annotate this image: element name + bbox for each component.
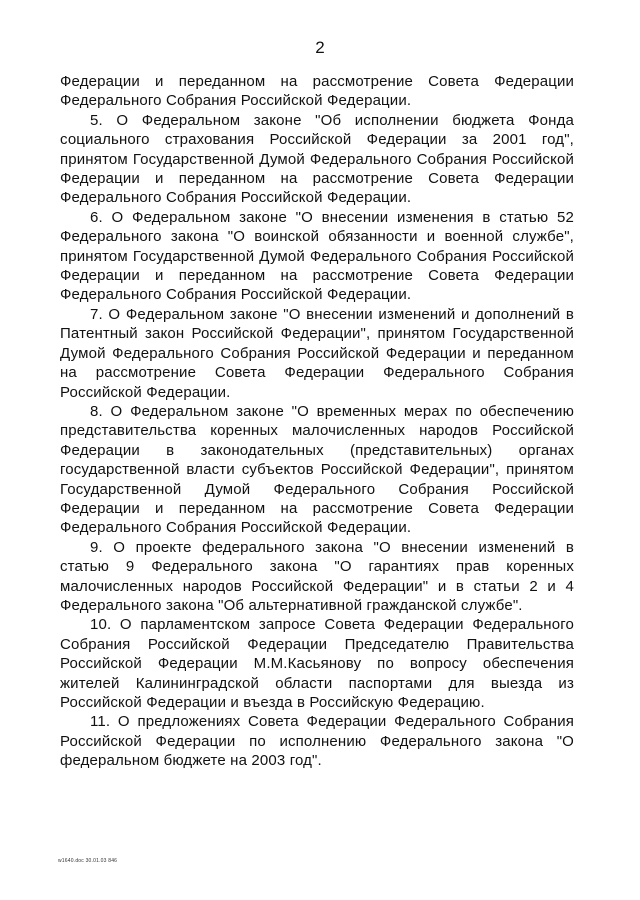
agenda-item-9: 9. О проекте федерального закона "О внесении изменений в статью 9 Федерального закона "О гарантиях прав коренных малочисленных народов Российской Федерации" и в статьи 2 и 4 Федерального закона "Об альтернативной гражданской службе".: [60, 538, 574, 614]
footer-file-code: w1640.doc 30.01.03 846: [58, 858, 118, 864]
document-body: [60, 72, 574, 771]
agenda-item-10: 10. О парламентском запросе Совета Федерации Федерального Собрания Российской Федерации Председателю Правительства Российской Федерации М.М.Касьянову по вопросу обеспечения жителей Калининградской области паспортами для выезда из Российской Федерации и въезда в Российскую Федерацию.: [60, 616, 574, 711]
agenda-item-6: 6. О Федеральном законе "О внесении изменения в статью 52 Федерального закона "О воинской обязанности и военной службе", принятом Государственной Думой Федерального Собрания Российской Федерации и переданном на рассмотрение Совета Федерации Федерального Собрания Российской Федерации.: [60, 208, 574, 304]
paragraph-continuation: Федерации и переданном на рассмотрение Совета Федерации Федерального Собрания Российской Федерации.: [60, 73, 574, 110]
agenda-item-7: 7. О Федеральном законе "О внесении изменений и дополнений в Патентный закон Российской Федерации", принятом Государственной Думой Федерального Собрания Российской Федерации и переданном на рассмотрение Совета Федерации Федерального Собрания Российской Федерации.: [60, 305, 574, 401]
agenda-item-8: 8. О Федеральном законе "О временных мерах по обеспечению представительства коренных малочисленных народов Российской Федерации в законодательных (представительных) органах государственной власти субъектов Российской Федерации", принятом Государственной Думой Федерального Собрания Российской Федерации и переданном на рассмотрение Совета Федерации Федерального Собрания Российской Федерации.: [60, 402, 574, 537]
page-number: 2: [315, 38, 325, 57]
agenda-item-11: 11. О предложениях Совета Федерации Федерального Собрания Российской Федерации по исполнению Федерального закона "О федеральном бюджете на 2003 год".: [60, 713, 574, 770]
agenda-item-5: 5. О Федеральном законе "Об исполнении бюджета Фонда социального страхования Российской Федерации за 2001 год", принятом Государственной Думой Федерального Собрания Российской Федерации и переданном на рассмотрение Совета Федерации Федерального Собрания Российской Федерации.: [60, 111, 574, 207]
